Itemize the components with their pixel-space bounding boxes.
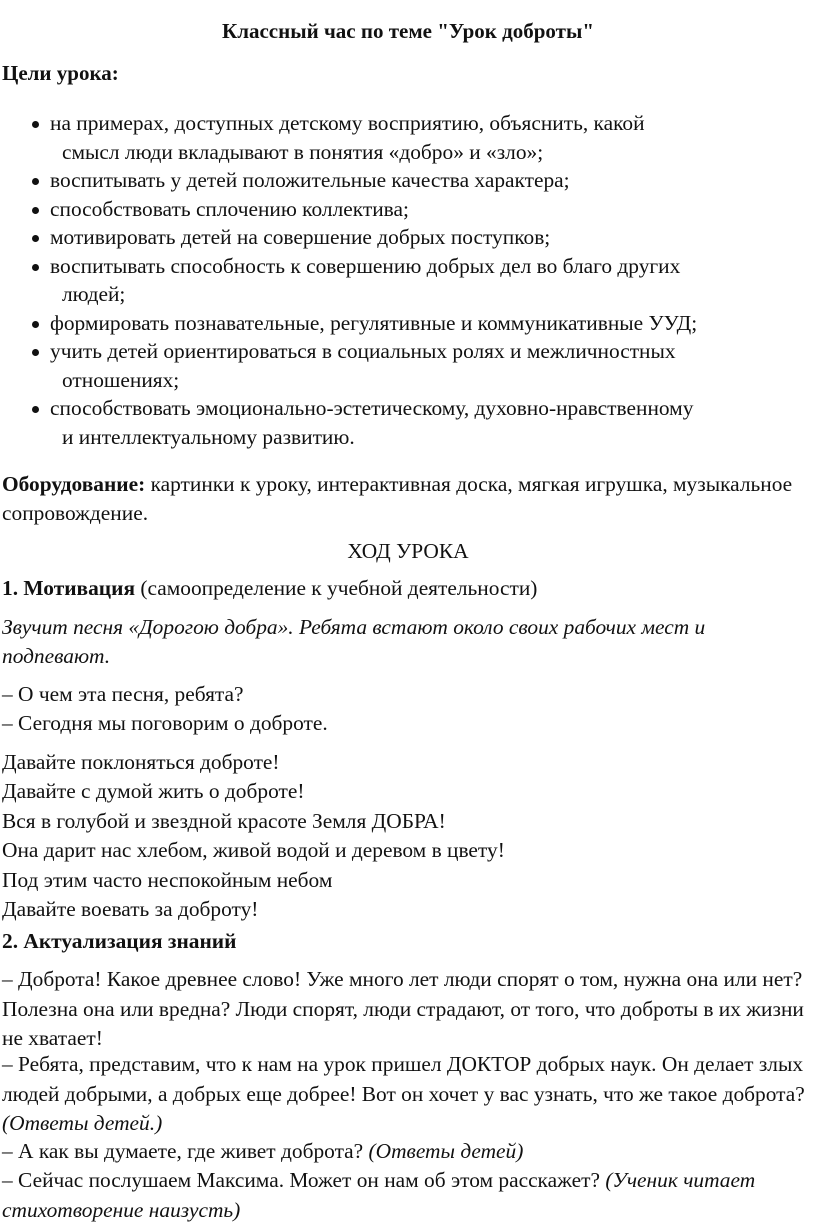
dialogue-line: – Сегодня мы поговорим о доброте.	[2, 711, 328, 736]
list-item	[0, 109, 816, 166]
section1-heading	[2, 574, 814, 603]
paragraph-text: – Сейчас послушаем Максима. Может он нам об этом расскажет?	[2, 1168, 606, 1192]
goal-text: способствовать эмоционально-эстетическому, духовно-нравственному	[50, 396, 694, 420]
section2-paragraph-3	[2, 1137, 814, 1167]
bullet-icon	[32, 235, 39, 242]
goals-list	[0, 109, 816, 451]
poem-line: Давайте поклоняться доброте!	[2, 750, 280, 774]
poem-line: Она дарит нас хлебом, живой водой и деревом в цвету!	[2, 838, 505, 863]
section1-label: 1. Мотивация	[2, 576, 136, 600]
poem	[2, 748, 814, 924]
poem-line: Под этим часто неспокойным небом	[2, 867, 333, 892]
goal-text-continuation: смысл люди вкладывают в понятия «добро» и «зло»;	[62, 139, 544, 164]
list-item	[0, 166, 816, 195]
list-item	[0, 252, 816, 309]
paragraph-text: – А как вы думаете, где живет доброта?	[2, 1139, 369, 1163]
paragraph-text: – Ребята, представим, что к нам на урок пришел ДОКТОР добрых наук. Он делает злых людей добрыми, а добрых еще добрее! Вот он хочет у вас узнать, что же такое доброта?	[2, 1052, 805, 1106]
bullet-icon	[32, 264, 39, 271]
section1-italic-note: Звучит песня «Дорогою добра». Ребята встают около своих рабочих мест и подпевают.	[2, 615, 706, 668]
list-item	[0, 337, 816, 394]
paragraph-italic-note: (Ответы детей)	[368, 1139, 524, 1163]
bullet-icon	[32, 207, 39, 214]
page-title: Классный час по теме "Урок доброты"	[221, 19, 595, 43]
bullet-icon	[32, 406, 39, 413]
goals-heading: Цели урока:	[2, 61, 119, 85]
section1-dialogue	[2, 680, 814, 739]
goal-text: формировать познавательные, регулятивные и коммуникативные УУД;	[50, 310, 698, 335]
list-item	[0, 195, 816, 224]
goal-text: на примерах, доступных детскому восприятию, объяснить, какой	[50, 111, 645, 135]
bullet-icon	[32, 178, 39, 185]
paragraph-italic-note: (Ответы детей.)	[2, 1111, 163, 1136]
bullet-icon	[32, 321, 39, 328]
progress-heading: ХОД УРОКА	[347, 539, 469, 563]
goal-text: способствовать сплочению коллектива;	[50, 196, 409, 221]
poem-line: Вся в голубой и звездной красоте Земля ДОБРА!	[2, 808, 446, 833]
equipment-text: картинки к уроку, интерактивная доска, мягкая игрушка, музыкальное сопровождение.	[2, 472, 793, 525]
section2-paragraph-1: – Доброта! Какое древнее слово! Уже много лет люди спорят о том, нужна она или нет? Полезна она или вредна? Люди спорят, люди страдают, от того, что доброты в их жизни не хватает!	[2, 967, 804, 1051]
bullet-icon	[32, 349, 39, 356]
goal-text: учить детей ориентироваться в социальных ролях и межличностных	[50, 339, 676, 363]
list-item	[0, 223, 816, 252]
poem-line: Давайте воевать за доброту!	[2, 897, 259, 922]
bullet-icon	[32, 121, 39, 128]
poem-line: Давайте с думой жить о доброте!	[2, 779, 305, 804]
section2-paragraph-2	[2, 1050, 814, 1139]
paragraph-italic-note: (Ученик читает стихотворение наизусть)	[2, 1168, 756, 1222]
dialogue-line: – О чем эта песня, ребята?	[2, 682, 244, 706]
goal-text-continuation: отношениях;	[62, 367, 180, 392]
goal-text: мотивировать детей на совершение добрых поступков;	[50, 225, 551, 249]
goal-text: воспитывать способность к совершению добрых дел во благо других	[50, 253, 681, 278]
equipment-paragraph	[2, 470, 814, 528]
equipment-label: Оборудование:	[2, 472, 146, 496]
list-item	[0, 309, 816, 338]
section2-paragraph-4	[2, 1166, 814, 1225]
section2-heading: 2. Актуализация знаний	[2, 929, 237, 953]
goal-text-continuation: и интеллектуальному развитию.	[62, 424, 355, 449]
goal-text: воспитывать у детей положительные качества характера;	[50, 168, 570, 192]
goal-text-continuation: людей;	[62, 282, 126, 306]
section1-text: (самоопределение к учебной деятельности)	[135, 576, 538, 600]
list-item	[0, 394, 816, 451]
